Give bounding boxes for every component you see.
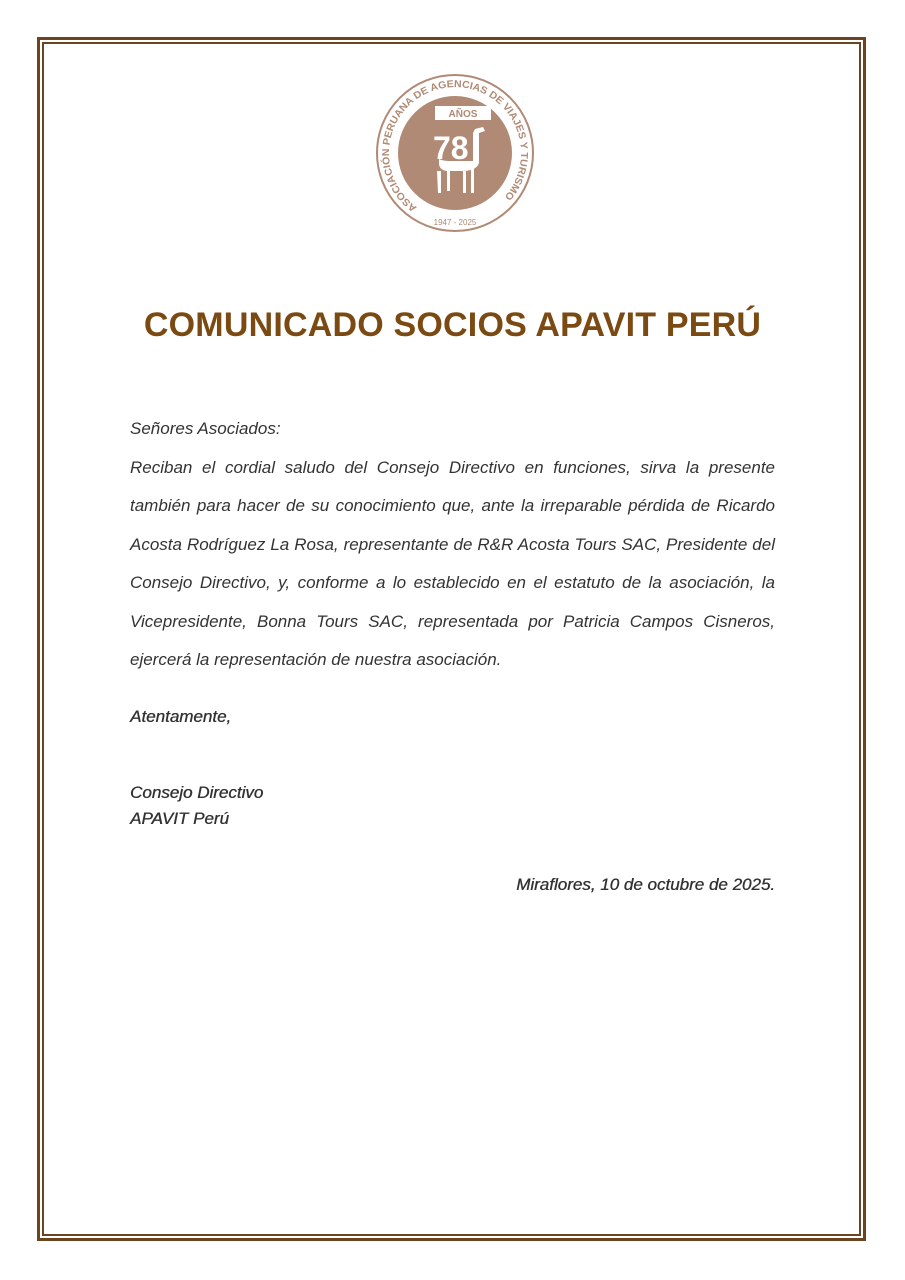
page-title: COMUNICADO SOCIOS APAVIT PERÚ (143, 306, 762, 344)
apavit-logo (375, 73, 535, 233)
svg-text:AÑOS: AÑOS (448, 109, 478, 120)
closing: Atentamente, (130, 706, 232, 726)
date-line: Miraflores, 10 de octubre de 2025. (516, 874, 775, 894)
svg-text:1947 - 2025: 1947 - 2025 (433, 218, 477, 227)
svg-text:78: 78 (433, 130, 469, 166)
greeting: Señores Asociados: (130, 419, 281, 438)
letter-body (130, 410, 775, 680)
letter-content (130, 410, 775, 898)
signature-line-1: Consejo Directivo (130, 782, 264, 802)
svg-text:ASOCIACIÓN PERUANA DE AGENCIAS: ASOCIACIÓN PERUANA DE AGENCIAS DE VIAJES Y TURISMO (380, 78, 530, 214)
signature-line-2: APAVIT Perú (130, 808, 229, 828)
main-paragraph: Reciban el cordial saludo del Consejo Directivo en funciones, sirva la presente también para hacer de su conocimiento que, ante la irreparable pérdida de Ricardo Acosta Rodríguez La Rosa, representante de R&R Acosta Tours SAC, Presidente del Consejo Directivo, y, conforme a lo establecido en el estatuto de la asociación, la Vicepresidente, Bonna Tours SAC, representada por Patricia Campos Cisneros, ejercerá la representación de nuestra asociación. (130, 457, 775, 669)
